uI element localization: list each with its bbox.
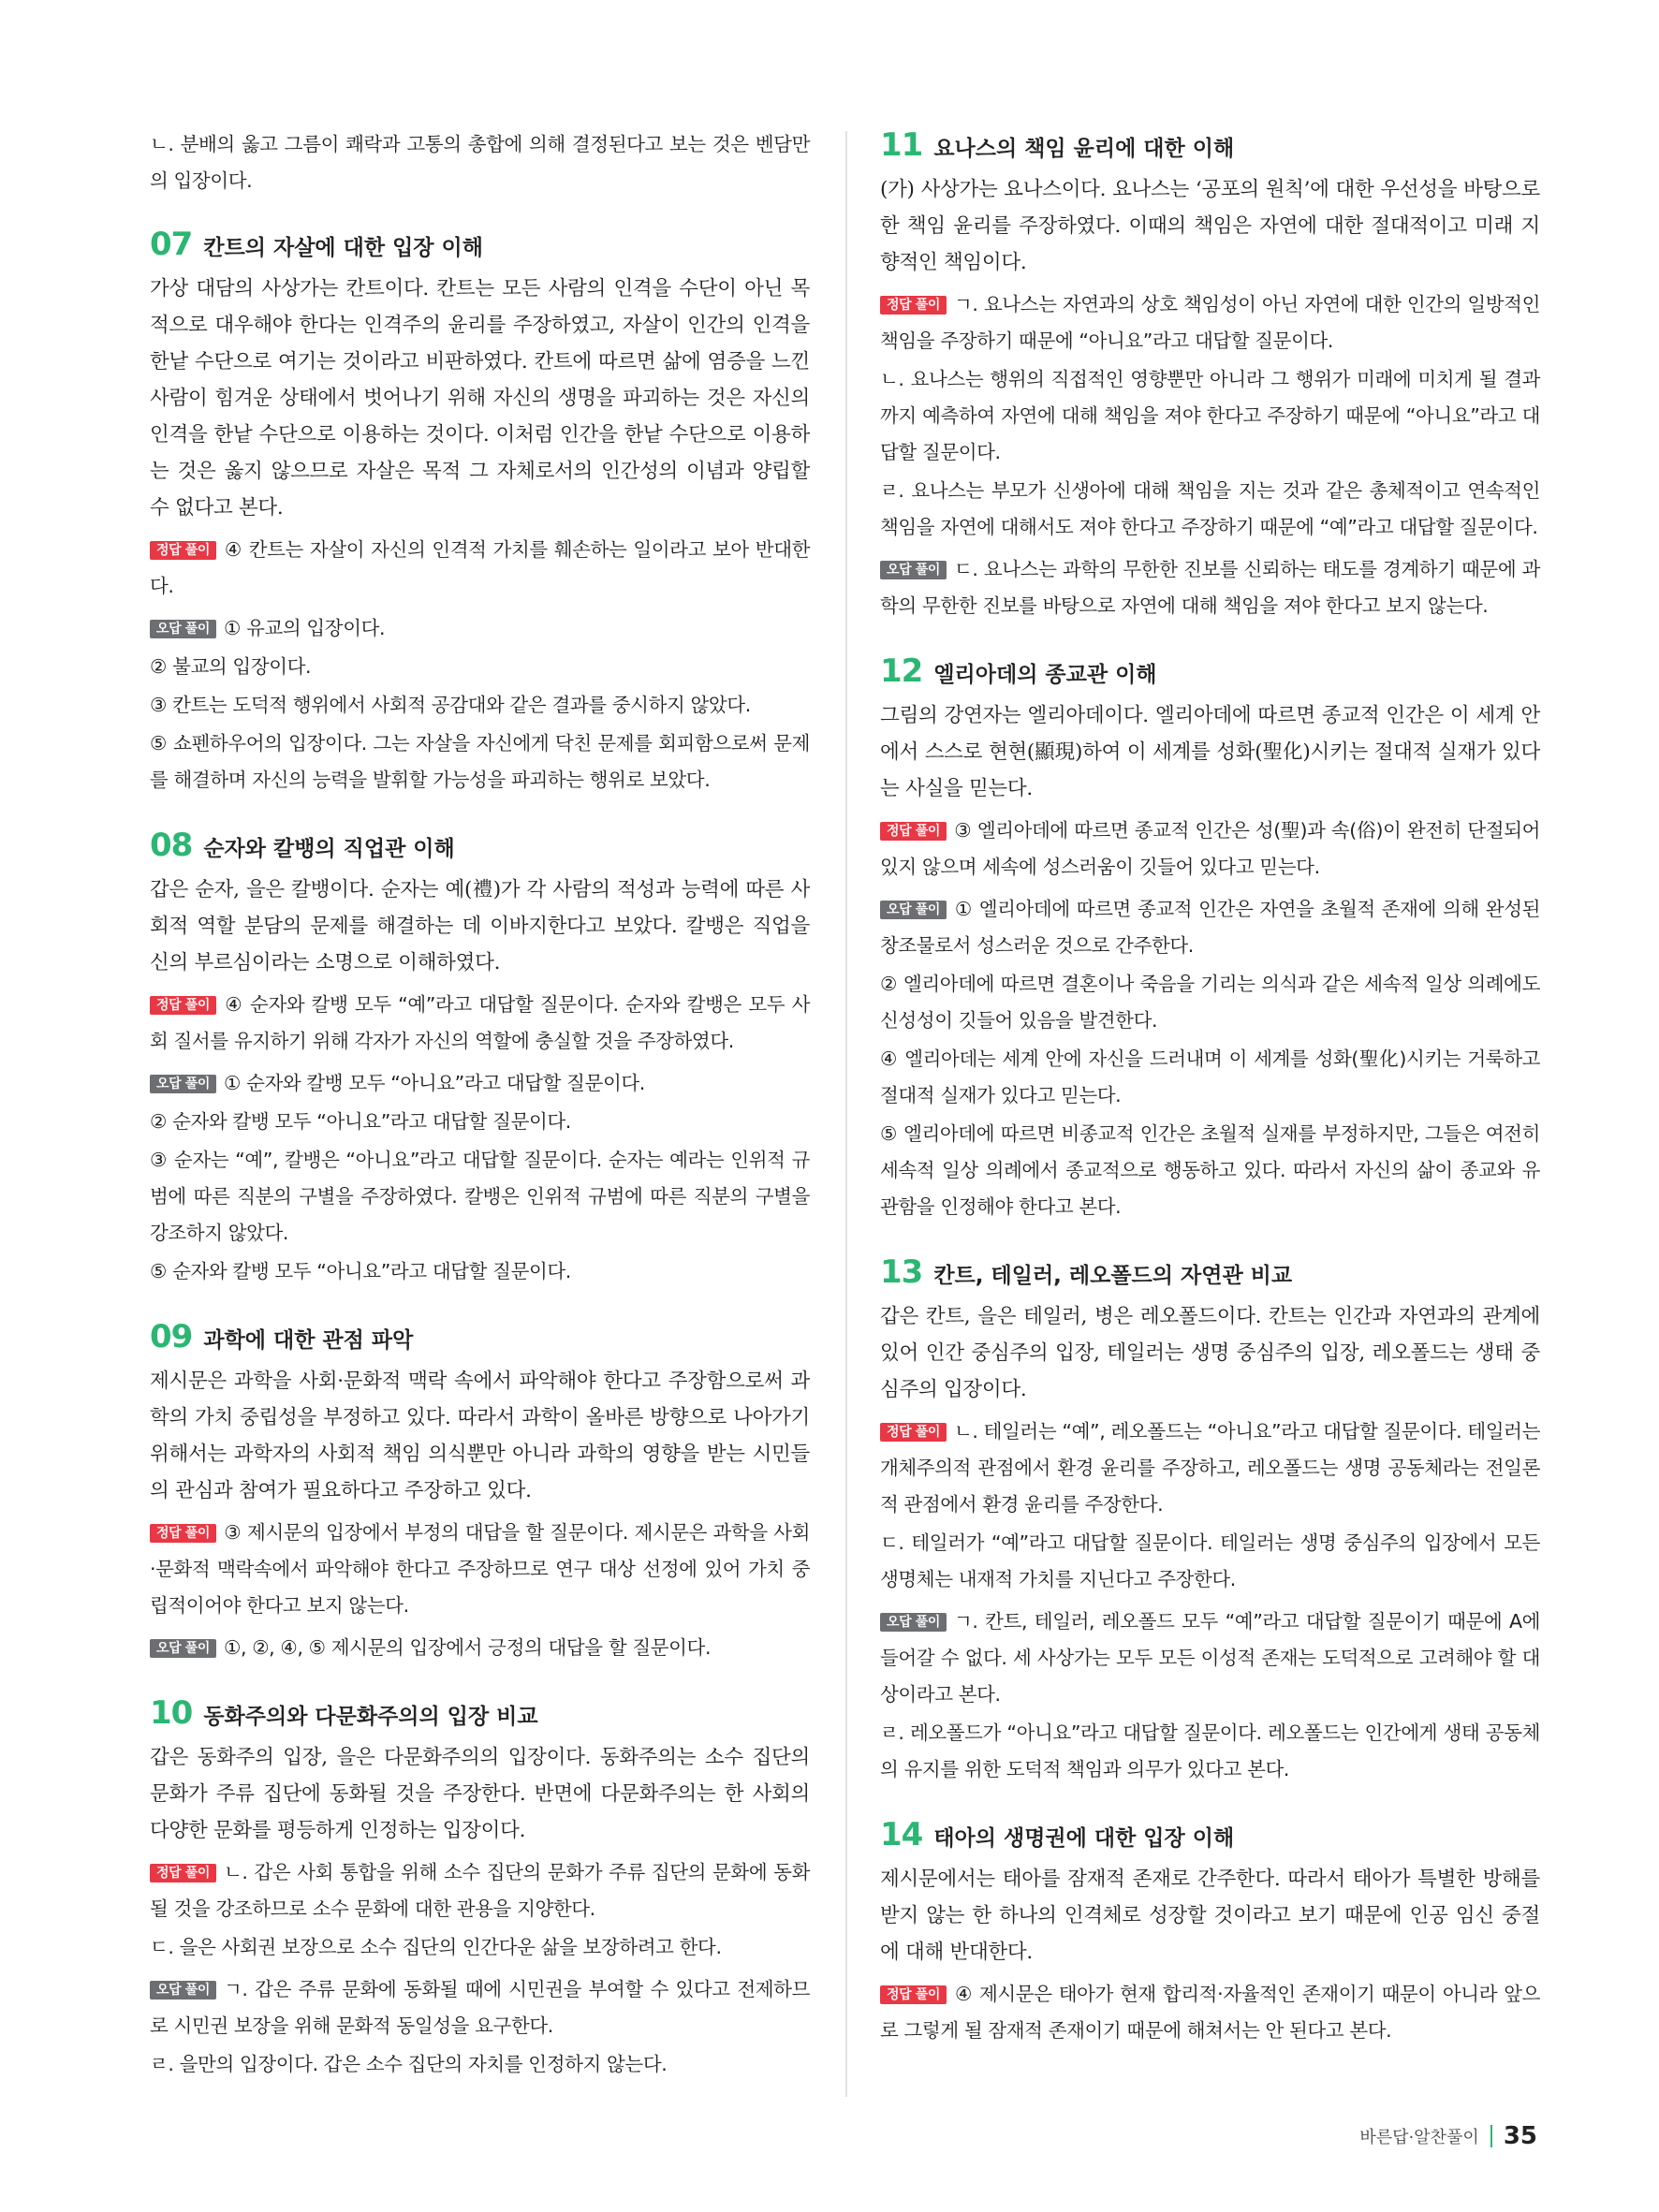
section-number: 13: [880, 1253, 923, 1291]
answer-text: ④ 칸트는 자살이 자신의 인격적 가치를 훼손하는 일이라고 보아 반대한다.: [150, 538, 810, 597]
answer-text: ⑤ 순자와 칼뱅 모두 “아니요”라고 대답할 질문이다.: [150, 1260, 571, 1282]
explanation-text: 갑은 동화주의 입장, 을은 다문화주의의 입장이다. 동화주의는 소수 집단의 문화가 주류 집단에 동화될 것을 주장한다. 반면에 다문화주의는 한 사회의 다양한 문화를 평등하게 인정하는 입장이다.: [150, 1746, 810, 1842]
section-14: [880, 1816, 1540, 2049]
section-13: [880, 1253, 1540, 1788]
answer-text: ㄷ. 요나스는 과학의 무한한 진보를 신뢰하는 태도를 경계하기 때문에 과학의 무한한 진보를 바탕으로 자연에 대해 책임을 져야 한다고 보지 않는다.: [880, 558, 1540, 617]
wrong-answer-badge: 오답 풀이: [880, 561, 947, 579]
answer-text: ㄱ. 요나스는 자연과의 상호 책임성이 아닌 자연에 대한 인간의 일방적인 책임을 주장하기 때문에 “아니요”라고 대답할 질문이다.: [880, 293, 1540, 352]
answer-text: ㄷ. 테일러가 “예”라고 대답할 질문이다. 테일러는 생명 중심주의 입장에서 모든 생명체는 내재적 가치를 지닌다고 주장한다.: [880, 1531, 1540, 1590]
answer-text: ② 엘리아데에 따르면 결혼이나 죽음을 기리는 의식과 같은 세속적 일상 의례에도 신성성이 깃들어 있음을 발견한다.: [880, 973, 1540, 1032]
section-heading: [150, 1694, 810, 1732]
section-heading: [150, 827, 810, 864]
answer-text: ① 엘리아데에 따르면 종교적 인간은 자연을 초월적 존재에 의해 완성된 창조물로서 성스러운 것으로 간주한다.: [880, 898, 1540, 957]
answer-text: ㄹ. 을만의 입장이다. 갑은 소수 집단의 자치를 인정하지 않는다.: [150, 2053, 668, 2075]
wrong-answer-item: [880, 1715, 1540, 1788]
section-number: 11: [880, 126, 923, 164]
answer-text: ② 순자와 칼뱅 모두 “아니요”라고 대답할 질문이다.: [150, 1110, 571, 1133]
section-heading: [150, 226, 810, 263]
wrong-answer-item: [150, 1142, 810, 1252]
correct-answer-badge: 정답 풀이: [150, 1524, 216, 1543]
wrong-answer-group: [880, 1604, 1540, 1788]
explanation-text: 가상 대담의 사상가는 칸트이다. 칸트는 모든 사람의 인격을 수단이 아닌 목적으로 대우해야 한다는 인격주의 윤리를 주장하였고, 자살이 인간의 인격을 한낱 수단으로 여기는 것이라고 비판하였다. 칸트에 따르면 삶에 염증을 느낀 사람이 힘겨운 상태에서 벗어나기 위해 자신의 생명을 파괴하는 것은 자신의 인격을 한낱 수단으로 이용하는 것이다. 이처럼 인간을 한낱 수단으로 이용하는 것은 옳지 않으므로 자살은 목적 그 자체로서의 인간성의 이념과 양립할 수 없다고 본다.: [150, 277, 810, 520]
wrong-answer-group: [150, 1065, 810, 1290]
correct-answer-item: [880, 361, 1540, 471]
answer-text: ④ 순자와 칼뱅 모두 “예”라고 대답할 질문이다. 순자와 칼뱅은 모두 사회 질서를 유지하기 위해 각자가 자신의 역할에 충실할 것을 주장하였다.: [150, 993, 810, 1052]
page-number: 35: [1503, 2122, 1537, 2150]
column-divider: [845, 131, 847, 2097]
section-heading: [880, 1253, 1540, 1291]
wrong-answer-item: [880, 891, 1540, 964]
explanation-text: 갑은 칸트, 을은 테일러, 병은 레오폴드이다. 칸트는 인간과 자연과의 관계에 있어 인간 중심주의 입장, 테일러는 생명 중심주의 입장, 레오폴드는 생태 중심주의 입장이다.: [880, 1305, 1540, 1401]
wrong-answer-badge: 오답 풀이: [880, 901, 947, 919]
answer-text: ③ 엘리아데에 따르면 종교적 인간은 성(聖)과 속(俗)이 완전히 단절되어 있지 않으며 세속에 성스러움이 깃들어 있다고 믿는다.: [880, 819, 1540, 878]
correct-answer-item: [880, 473, 1540, 546]
explanation-text: (가) 사상가는 요나스이다. 요나스는 ‘공포의 원칙’에 대한 우선성을 바탕으로 한 책임 윤리를 주장하였다. 이때의 책임은 자연에 대한 절대적이고 미래 지향적인 책임이다.: [880, 178, 1540, 274]
correct-answer-badge: 정답 풀이: [880, 1985, 947, 2004]
section-title: 요나스의 책임 윤리에 대한 이해: [933, 137, 1235, 161]
section-title: 칸트의 자살에 대한 입장 이해: [203, 236, 483, 260]
wrong-answer-item: [150, 687, 810, 724]
correct-answer-badge: 정답 풀이: [150, 541, 216, 560]
section-number: 07: [150, 226, 193, 263]
correct-answer-group: [150, 1854, 810, 1966]
explanation-text: 그림의 강연자는 엘리아데이다. 엘리아데에 따르면 종교적 인간은 이 세계 안에서 스스로 현현(顯現)하여 이 세계를 성화(聖化)시키는 절대적 실재가 있다는 사실을 믿는다.: [880, 704, 1540, 800]
section-title: 과학에 대한 관점 파악: [203, 1328, 414, 1353]
section-number: 14: [880, 1816, 923, 1853]
correct-answer-badge: 정답 풀이: [880, 1423, 947, 1442]
section-11: [880, 126, 1540, 624]
wrong-answer-group: [880, 551, 1540, 624]
footer-divider: [1490, 2125, 1492, 2147]
intro-text: ㄴ. 분배의 옳고 그름이 쾌락과 고통의 총합에 의해 결정된다고 보는 것은 벤담만의 입장이다.: [150, 133, 810, 192]
correct-answer-badge: 정답 풀이: [150, 996, 216, 1015]
correct-answer-item: [880, 1414, 1540, 1523]
wrong-answer-item: [150, 610, 810, 647]
section-heading: [880, 126, 1540, 164]
section-number: 09: [150, 1318, 193, 1355]
answer-text: ① 유교의 입장이다.: [223, 617, 386, 639]
answer-text: ㄱ. 갑은 주류 문화에 동화될 때에 시민권을 부여할 수 있다고 전제하므로 시민권 보장을 위해 문화적 동일성을 요구한다.: [150, 1978, 810, 2037]
explanation-text: 제시문에서는 태아를 잠재적 존재로 간주한다. 따라서 태아가 특별한 방해를 받지 않는 한 하나의 인격체로 성장할 것이라고 보기 때문에 인공 임신 중절에 대해 반대한다.: [880, 1868, 1540, 1964]
answer-text: ㄷ. 을은 사회권 보장으로 소수 집단의 인간다운 삶을 보장하려고 한다.: [150, 1936, 722, 1958]
wrong-answer-item: [150, 2046, 810, 2083]
correct-answer-group: [880, 286, 1540, 546]
answer-text: ㄴ. 갑은 사회 통합을 위해 소수 집단의 문화가 주류 집단의 문화에 동화될 것을 강조하므로 소수 문화에 대한 관용을 지양한다.: [150, 1861, 810, 1920]
answer-text: ③ 칸트는 도덕적 행위에서 사회적 공감대와 같은 결과를 중시하지 않았다.: [150, 694, 751, 716]
correct-answer-group: [880, 1414, 1540, 1598]
answer-text: ㄹ. 요나스는 부모가 신생아에 대해 책임을 지는 것과 같은 총체적이고 연속적인 책임을 자연에 대해서도 져야 한다고 주장하기 때문에 “예”라고 대답할 질문이다.: [880, 479, 1540, 538]
wrong-answer-badge: 오답 풀이: [880, 1613, 947, 1632]
correct-answer-item: [150, 532, 810, 605]
section-title: 엘리아데의 종교관 이해: [933, 663, 1157, 687]
correct-answer-item: [880, 1525, 1540, 1598]
answer-text: ㄹ. 레오폴드가 “아니요”라고 대답할 질문이다. 레오폴드는 인간에게 생태 공동체의 유지를 위한 도덕적 책임과 의무가 있다고 본다.: [880, 1721, 1540, 1780]
wrong-answer-badge: 오답 풀이: [150, 1639, 216, 1658]
correct-answer-item: [150, 1515, 810, 1624]
wrong-answer-group: [150, 1971, 810, 2083]
answer-text: ② 불교의 입장이다.: [150, 655, 312, 678]
answer-text: ㄴ. 요나스는 행위의 직접적인 영향뿐만 아니라 그 행위가 미래에 미치게 될 결과까지 예측하여 자연에 대해 책임을 져야 한다고 주장하기 때문에 “아니요”라고 대답할 질문이다.: [880, 368, 1540, 463]
answer-text: ④ 엘리아데는 세계 안에 자신을 드러내며 이 세계를 성화(聖化)시키는 거룩하고 절대적 실재가 있다고 믿는다.: [880, 1047, 1540, 1106]
wrong-answer-group: [150, 610, 810, 798]
correct-answer-item: [150, 987, 810, 1060]
answer-text: ⑤ 엘리아데에 따르면 비종교적 인간은 초월적 실재를 부정하지만, 그들은 여전히 세속적 일상 의례에서 종교적으로 행동하고 있다. 따라서 자신의 삶이 종교와 유관함을 인정해야 한다고 본다.: [880, 1122, 1540, 1218]
wrong-answer-item: [150, 649, 810, 685]
correct-answer-item: [880, 1976, 1540, 2049]
wrong-answer-item: [150, 1065, 810, 1102]
answer-text: ③ 순자는 “예”, 칼뱅은 “아니요”라고 대답할 질문이다. 순자는 예라는 인위적 규범에 따른 직분의 구별을 주장하였다. 칼뱅은 인위적 규범에 따른 직분의 구별을 강조하지 않았다.: [150, 1149, 810, 1244]
section-title: 칸트, 테일러, 레오폴드의 자연관 비교: [933, 1264, 1293, 1288]
wrong-answer-item: [880, 1604, 1540, 1713]
explanation-text: 갑은 순자, 을은 칼뱅이다. 순자는 예(禮)가 각 사람의 적성과 능력에 따른 사회적 역할 분담의 문제를 해결하는 데 이바지한다고 보았다. 칼뱅은 직업을 신의 부르심이라는 소명으로 이해하였다.: [150, 878, 810, 974]
answer-text: ⑤ 쇼펜하우어의 입장이다. 그는 자살을 자신에게 닥친 문제를 회피함으로써 문제를 해결하며 자신의 능력을 발휘할 가능성을 파괴하는 행위로 보았다.: [150, 732, 810, 791]
answer-text: ①, ②, ④, ⑤ 제시문의 입장에서 긍정의 대답을 할 질문이다.: [223, 1636, 712, 1659]
section-title: 순자와 칼뱅의 직업관 이해: [203, 837, 455, 861]
section-12: [880, 652, 1540, 1225]
wrong-answer-group: [150, 1630, 810, 1666]
correct-answer-badge: 정답 풀이: [880, 296, 947, 315]
correct-answer-group: [880, 813, 1540, 886]
correct-answer-item: [880, 286, 1540, 359]
right-column: [880, 126, 1540, 2077]
answer-text: ④ 제시문은 태아가 현재 합리적·자율적인 존재이기 때문이 아니라 앞으로 그렇게 될 잠재적 존재이기 때문에 해쳐서는 안 된다고 본다.: [880, 1983, 1540, 2042]
correct-answer-badge: 정답 풀이: [880, 822, 947, 841]
section-07: [150, 226, 810, 798]
wrong-answer-item: [150, 1253, 810, 1290]
correct-answer-item: [880, 813, 1540, 886]
answer-text: ① 순자와 칼뱅 모두 “아니요”라고 대답할 질문이다.: [223, 1072, 645, 1094]
wrong-answer-badge: 오답 풀이: [150, 620, 216, 638]
correct-answer-item: [150, 1854, 810, 1927]
correct-answer-group: [880, 1976, 1540, 2049]
section-title: 태아의 생명권에 대한 입장 이해: [933, 1826, 1235, 1851]
section-number: 12: [880, 652, 923, 690]
wrong-answer-badge: 오답 풀이: [150, 1075, 216, 1093]
explanation-text: 제시문은 과학을 사회·문화적 맥락 속에서 파악해야 한다고 주장함으로써 과학의 가치 중립성을 부정하고 있다. 따라서 과학이 올바른 방향으로 나아가기 위해서는 과학자의 사회적 책임 의식뿐만 아니라 과학의 영향을 받는 시민들의 관심과 참여가 필요하다고 주장하고 있다.: [150, 1370, 810, 1502]
section-number: 10: [150, 1694, 193, 1732]
wrong-answer-badge: 오답 풀이: [150, 1981, 216, 2000]
section-08: [150, 827, 810, 1290]
answer-text: ③ 제시문의 입장에서 부정의 대답을 할 질문이다. 제시문은 과학을 사회·문화적 맥락속에서 파악해야 한다고 주장하므로 연구 대상 선정에 있어 가치 중립적이어야 한다고 보지 않는다.: [150, 1521, 810, 1617]
wrong-answer-item: [880, 966, 1540, 1039]
section-title: 동화주의와 다문화주의의 입장 비교: [203, 1705, 538, 1729]
correct-answer-group: [150, 987, 810, 1060]
left-column: [150, 126, 810, 2111]
wrong-answer-group: [880, 891, 1540, 1225]
answer-text: ㄱ. 칸트, 테일러, 레오폴드 모두 “예”라고 대답할 질문이기 때문에 A에 들어갈 수 없다. 세 사상가는 모두 모든 이성적 존재는 도덕적으로 고려해야 할 대상이라고 본다.: [880, 1610, 1541, 1706]
wrong-answer-item: [880, 1116, 1540, 1225]
page-footer: [1359, 2122, 1537, 2150]
wrong-answer-item: [150, 1971, 810, 2044]
correct-answer-group: [150, 532, 810, 605]
correct-answer-group: [150, 1515, 810, 1624]
section-heading: [150, 1318, 810, 1355]
footer-label: 바른답·알찬풀이: [1359, 2128, 1479, 2147]
section-number: 08: [150, 827, 193, 864]
section-heading: [880, 652, 1540, 690]
section-heading: [880, 1816, 1540, 1853]
correct-answer-badge: 정답 풀이: [150, 1864, 216, 1882]
wrong-answer-item: [150, 1104, 810, 1140]
section-10: [150, 1694, 810, 2083]
section-09: [150, 1318, 810, 1666]
wrong-answer-item: [880, 551, 1540, 624]
wrong-answer-item: [150, 1630, 810, 1666]
wrong-answer-item: [150, 725, 810, 798]
wrong-answer-item: [880, 1041, 1540, 1114]
answer-text: ㄴ. 테일러는 “예”, 레오폴드는 “아니요”라고 대답할 질문이다. 테일러는 개체주의적 관점에서 환경 윤리를 주장하고, 레오폴드는 생명 공동체라는 전일론적 관점에서 환경 윤리를 주장한다.: [880, 1420, 1540, 1516]
correct-answer-item: [150, 1929, 810, 1966]
